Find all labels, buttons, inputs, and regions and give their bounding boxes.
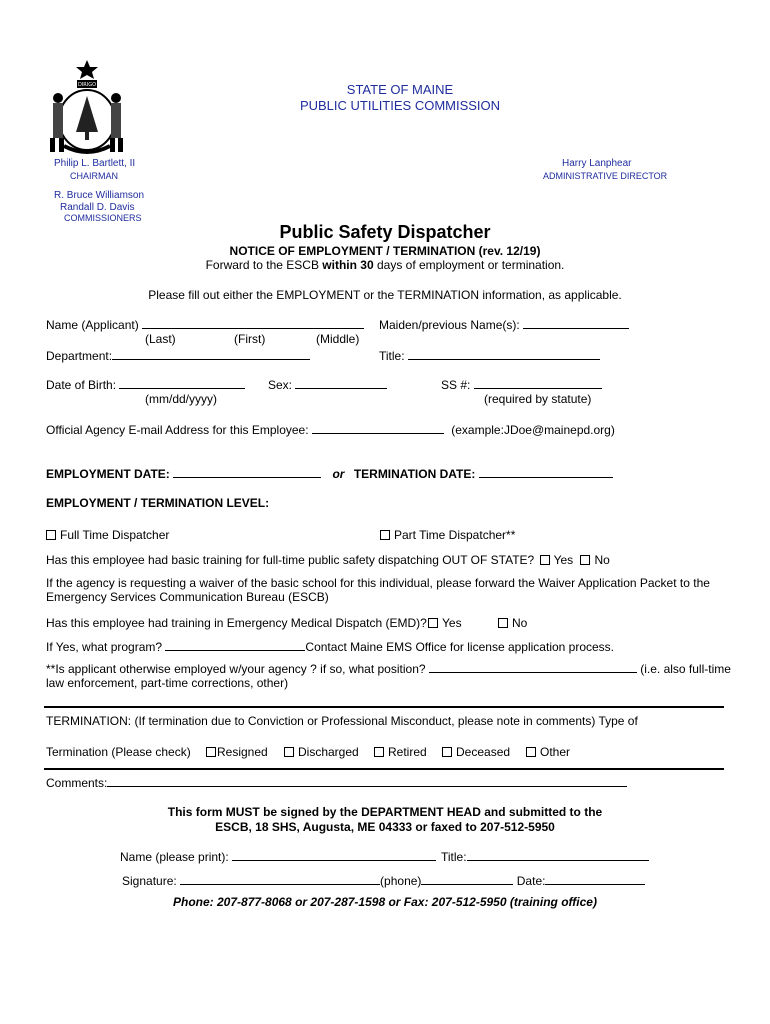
contact-line: Phone: 207-877-8068 or 207-287-1598 or Fax: 207-512-5950 (training office)	[173, 895, 597, 909]
commissioners-title: COMMISSIONERS	[64, 213, 142, 223]
title-input[interactable]	[408, 348, 600, 360]
dob-hint: (mm/dd/yyyy)	[145, 392, 217, 406]
resigned-label: Resigned	[217, 745, 268, 759]
sex-label: Sex:	[268, 378, 293, 392]
fill-instruction: Please fill out either the EMPLOYMENT or the TERMINATION information, as applicable.	[148, 288, 622, 302]
deceased-label: Deceased	[456, 745, 511, 759]
commissioner-1: R. Bruce Williamson	[54, 190, 145, 201]
director-name: Harry Lanphear	[562, 158, 632, 169]
employment-date-input[interactable]	[173, 466, 321, 478]
sex-input[interactable]	[295, 377, 387, 389]
termination-option-discharged[interactable]	[284, 745, 359, 759]
form-subtitle: NOTICE OF EMPLOYMENT / TERMINATION (rev. 12/19)	[229, 244, 541, 258]
phone-label: (phone)	[380, 874, 422, 888]
retired-label: Retired	[388, 745, 427, 759]
or-label: or	[332, 467, 345, 481]
commissioner-2: Randall D. Davis	[60, 202, 135, 213]
basic-training-row	[46, 553, 746, 567]
sex-row	[268, 377, 387, 392]
other-label: Other	[540, 745, 571, 759]
otherwise-hint-1: (i.e. also full-time	[640, 662, 731, 676]
last-hint: (Last)	[145, 332, 176, 346]
basic-training-no-label: No	[594, 553, 610, 567]
basic-training-no-checkbox[interactable]	[580, 555, 590, 565]
form-title: Public Safety Dispatcher	[279, 222, 491, 242]
otherwise-hint-2: law enforcement, part-time corrections, other)	[46, 676, 289, 690]
chair-name: Philip L. Bartlett, II	[54, 158, 136, 169]
comments-row	[46, 775, 627, 790]
termination-date-label: TERMINATION DATE:	[353, 467, 476, 481]
signature-input[interactable]	[180, 873, 380, 885]
section-divider-1	[44, 706, 724, 708]
basic-training-yes-label: Yes	[553, 553, 574, 567]
middle-hint: (Middle)	[316, 332, 360, 346]
department-label: Department:	[46, 349, 113, 363]
program-row	[46, 639, 614, 654]
waiver-text: If the agency is requesting a waiver of the basic school for this individual, please forward the Waiver Application Packet to the Emergency Services Communication Bureau (ESCB)	[46, 576, 710, 604]
emd-question: Has this employee had training in Emergency Medical Dispatch (EMD)?	[46, 616, 427, 630]
date-input[interactable]	[545, 873, 645, 885]
resigned-checkbox[interactable]	[206, 747, 216, 757]
dob-row	[46, 377, 245, 392]
email-input[interactable]	[312, 422, 444, 434]
emd-no-option[interactable]	[498, 616, 527, 630]
forward-instruction: Forward to the ESCB within 30 days of employment or termination.	[205, 258, 565, 272]
sign-title-row	[441, 849, 649, 864]
email-example: (example:JDoe@mainepd.org)	[451, 423, 615, 437]
sign-title-label: Title:	[441, 850, 467, 864]
ss-input[interactable]	[474, 377, 602, 389]
section-divider-2	[44, 768, 724, 770]
maiden-row	[379, 317, 629, 332]
emd-yes-label: Yes	[442, 616, 462, 630]
signature-label: Signature:	[122, 874, 177, 888]
part-time-option[interactable]	[380, 528, 515, 542]
commission-name: PUBLIC UTILITIES COMMISSION	[299, 98, 501, 113]
name-label: Name (Applicant)	[46, 318, 139, 332]
retired-checkbox[interactable]	[374, 747, 384, 757]
program-input[interactable]	[165, 639, 305, 651]
level-label: EMPLOYMENT / TERMINATION LEVEL:	[46, 496, 270, 510]
emd-yes-checkbox[interactable]	[428, 618, 438, 628]
full-time-checkbox[interactable]	[46, 530, 56, 540]
emd-no-checkbox[interactable]	[498, 618, 508, 628]
basic-training-question: Has this employee had basic training for full-time public safety dispatching OUT OF STATE?	[46, 553, 535, 567]
full-time-option[interactable]	[46, 528, 169, 542]
dob-label: Date of Birth:	[46, 378, 117, 392]
chair-title: CHAIRMAN	[70, 171, 119, 181]
full-time-label: Full Time Dispatcher	[60, 528, 170, 542]
otherwise-row	[46, 661, 731, 676]
termination-check-label: Termination (Please check)	[46, 745, 191, 759]
email-row	[46, 422, 615, 437]
termination-date-input[interactable]	[479, 466, 613, 478]
discharged-label: Discharged	[298, 745, 359, 759]
phone-input[interactable]	[421, 873, 513, 885]
ss-row	[441, 377, 602, 392]
title-row	[379, 348, 600, 363]
termination-intro: TERMINATION: (If termination due to Conviction or Professional Misconduct, please note in comments) Type of	[46, 714, 638, 728]
maiden-label: Maiden/previous Name(s):	[379, 318, 520, 332]
part-time-label: Part Time Dispatcher**	[394, 528, 516, 542]
dob-input[interactable]	[119, 377, 245, 389]
program-label: If Yes, what program?	[46, 640, 163, 654]
department-row	[46, 348, 310, 363]
deceased-checkbox[interactable]	[442, 747, 452, 757]
termination-option-deceased[interactable]	[442, 745, 510, 759]
termination-option-resigned[interactable]	[206, 745, 268, 759]
print-name-input[interactable]	[232, 849, 436, 861]
svg-text:DIRIGO: DIRIGO	[77, 82, 97, 88]
part-time-checkbox[interactable]	[380, 530, 390, 540]
sign-title-input[interactable]	[467, 849, 649, 861]
ss-label: SS #:	[441, 378, 471, 392]
dates-row	[46, 466, 613, 481]
date-label: Date:	[516, 874, 546, 888]
must-sign-line-2: ESCB, 18 SHS, Augusta, ME 04333 or faxed to 207-512-5950	[215, 820, 555, 834]
print-name-row	[120, 849, 436, 864]
maiden-input[interactable]	[523, 317, 629, 329]
employment-date-label: EMPLOYMENT DATE:	[46, 467, 170, 481]
department-input[interactable]	[112, 348, 310, 360]
emd-no-label: No	[512, 616, 528, 630]
termination-option-other[interactable]	[526, 745, 570, 759]
program-note: Contact Maine EMS Office for license application process.	[305, 640, 615, 654]
director-title: ADMINISTRATIVE DIRECTOR	[543, 171, 668, 181]
signature-row	[122, 873, 645, 888]
termination-option-retired[interactable]	[374, 745, 427, 759]
title-label: Title:	[379, 349, 405, 363]
state-name: STATE OF MAINE	[346, 82, 454, 97]
first-hint: (First)	[234, 332, 266, 346]
name-input[interactable]	[142, 317, 364, 329]
comments-label: Comments:	[46, 776, 108, 790]
emd-yes-option[interactable]	[428, 616, 462, 630]
otherwise-input[interactable]	[429, 661, 637, 673]
name-row	[46, 317, 364, 332]
email-label: Official Agency E-mail Address for this Employee:	[46, 423, 309, 437]
otherwise-question: **Is applicant otherwise employed w/your agency ? if so, what position?	[46, 662, 426, 676]
print-name-label: Name (please print):	[120, 850, 229, 864]
comments-input[interactable]	[107, 775, 627, 787]
must-sign-line-1: This form MUST be signed by the DEPARTMENT HEAD and submitted to the	[167, 805, 603, 819]
basic-training-yes-checkbox[interactable]	[540, 555, 550, 565]
discharged-checkbox[interactable]	[284, 747, 294, 757]
ss-hint: (required by statute)	[484, 392, 592, 406]
other-checkbox[interactable]	[526, 747, 536, 757]
